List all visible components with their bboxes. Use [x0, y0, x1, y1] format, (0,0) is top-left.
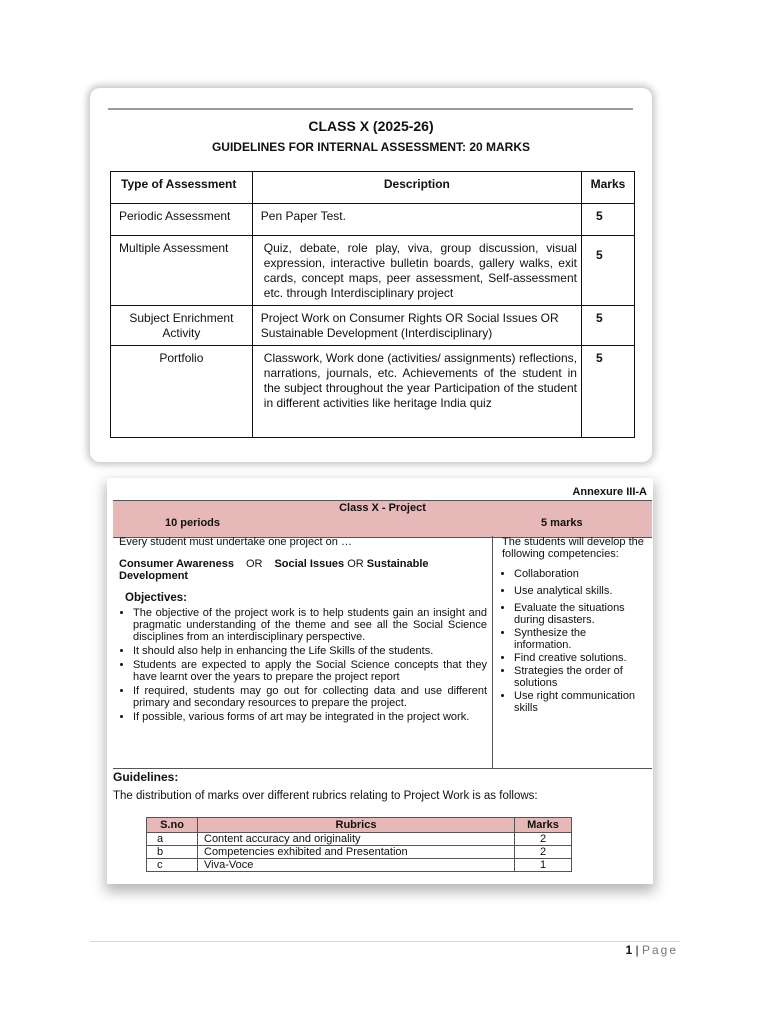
row-marks: 5 [581, 346, 634, 438]
row-marks: 5 [581, 204, 634, 236]
row-marks: 5 [581, 306, 634, 346]
list-item: • Collaboration [514, 568, 644, 580]
header-type: Type of Assessment [111, 172, 253, 204]
header-marks: Marks [581, 172, 634, 204]
header-marks: Marks [515, 818, 572, 833]
list-item: • Use right communication skills [514, 690, 644, 714]
objectives-heading: Objectives: [125, 592, 187, 604]
table-row [111, 204, 635, 236]
table-row [111, 346, 635, 438]
choice-sustainable: Sustainable Development [119, 558, 429, 582]
column-divider [492, 536, 493, 768]
project-body [113, 536, 652, 769]
objectives-list [119, 607, 487, 723]
project-intro: Every student must undertake one project on … [119, 536, 352, 548]
page-separator: | [635, 943, 639, 957]
header-description: Description [252, 172, 581, 204]
row-description: Pen Paper Test. [252, 204, 581, 236]
list-item: • Use analytical skills. [514, 585, 644, 597]
rubrics-table [146, 817, 572, 872]
row-type: Periodic Assessment [111, 204, 253, 236]
project-periods: 10 periods [165, 517, 221, 529]
list-item: • Evaluate the situations during disasters. [514, 602, 644, 626]
list-item: • If possible, various forms of art may be integrated in the project work. [133, 711, 487, 723]
guidelines-text: The distribution of marks over different rubrics relating to Project Work is as follows: [113, 790, 538, 802]
project-title: Class X - Project [339, 502, 426, 514]
assessment-table [110, 171, 635, 438]
list-item: • If required, students may go out for collecting data and use different primary and secondary resources to prepare the project. [133, 685, 487, 709]
table-header-row [111, 172, 635, 204]
list-item: • Find creative solutions. [514, 652, 644, 664]
project-marks: 5 marks [541, 517, 583, 529]
rubrics-header-row [147, 818, 572, 833]
list-item: • It should also help in enhancing the Life Skills of the students. [133, 645, 487, 657]
list-item: • Strategies the order of solutions [514, 665, 644, 689]
footer-rule [90, 941, 680, 942]
guidelines-heading: Guidelines: [113, 770, 179, 784]
choice-social: Social Issues [274, 558, 345, 570]
page-number: 1 [625, 943, 633, 957]
page-label: Page [641, 943, 678, 957]
project-choices [119, 558, 487, 582]
table-row [111, 236, 635, 306]
list-item: • Synthesize the information. [514, 627, 644, 651]
table-row [147, 833, 572, 846]
rubric-sno: b [147, 846, 198, 859]
assessment-subtitle: GUIDELINES FOR INTERNAL ASSESSMENT: 20 MARKS [211, 140, 531, 154]
row-marks: 5 [581, 236, 634, 306]
project-right-column [502, 536, 644, 715]
project-left-column [119, 536, 487, 725]
table-row [147, 859, 572, 872]
choice-consumer: Consumer Awareness [119, 558, 234, 570]
competencies-list [502, 568, 644, 714]
page-footer [625, 943, 678, 957]
competencies-intro: The students will develop the following competencies: [502, 536, 644, 560]
assessment-title: CLASS X (2025-26) [308, 118, 434, 134]
top-rule [108, 108, 633, 110]
project-header [113, 500, 652, 538]
rubric-sno: c [147, 859, 198, 872]
rubric-name: Competencies exhibited and Presentation [198, 846, 515, 859]
choice-or: OR [347, 558, 364, 570]
annexure-label: Annexure III-A [572, 486, 647, 498]
row-type: Subject Enrichment Activity [111, 306, 253, 346]
rubric-marks: 1 [515, 859, 572, 872]
rubric-sno: a [147, 833, 198, 846]
list-item: • Students are expected to apply the Social Science concepts that they have learnt over the years to prepare the project report [133, 659, 487, 683]
list-item: • The objective of the project work is to help students gain an insight and pragmatic understanding of the theme and see all the Social Science disciplines from an interdisciplinary perspective. [133, 607, 487, 643]
choice-or: OR [245, 558, 263, 570]
row-description: Project Work on Consumer Rights OR Social Issues OR Sustainable Development (Interdisciplinary) [252, 306, 581, 346]
row-type: Portfolio [111, 346, 253, 438]
rubric-name: Content accuracy and originality [198, 833, 515, 846]
assessment-card [90, 88, 652, 462]
row-description: Quiz, debate, role play, viva, group discussion, visual expression, interactive bulletin boards, gallery walks, exit cards, concept maps, peer assessment, Self-assessment etc. through Interdisciplinary project [252, 236, 581, 306]
header-rubrics: Rubrics [198, 818, 515, 833]
rubric-marks: 2 [515, 846, 572, 859]
rubric-name: Viva-Voce [198, 859, 515, 872]
header-sno: S.no [147, 818, 198, 833]
table-row [147, 846, 572, 859]
rubric-marks: 2 [515, 833, 572, 846]
project-card [107, 478, 653, 884]
row-type: Multiple Assessment [111, 236, 253, 306]
row-description: Classwork, Work done (activities/ assignments) reflections, narrations, journals, etc. Achievements of the student in the subject throughout the year Participation of the student in different activities like heritage India quiz [252, 346, 581, 438]
table-row [111, 306, 635, 346]
